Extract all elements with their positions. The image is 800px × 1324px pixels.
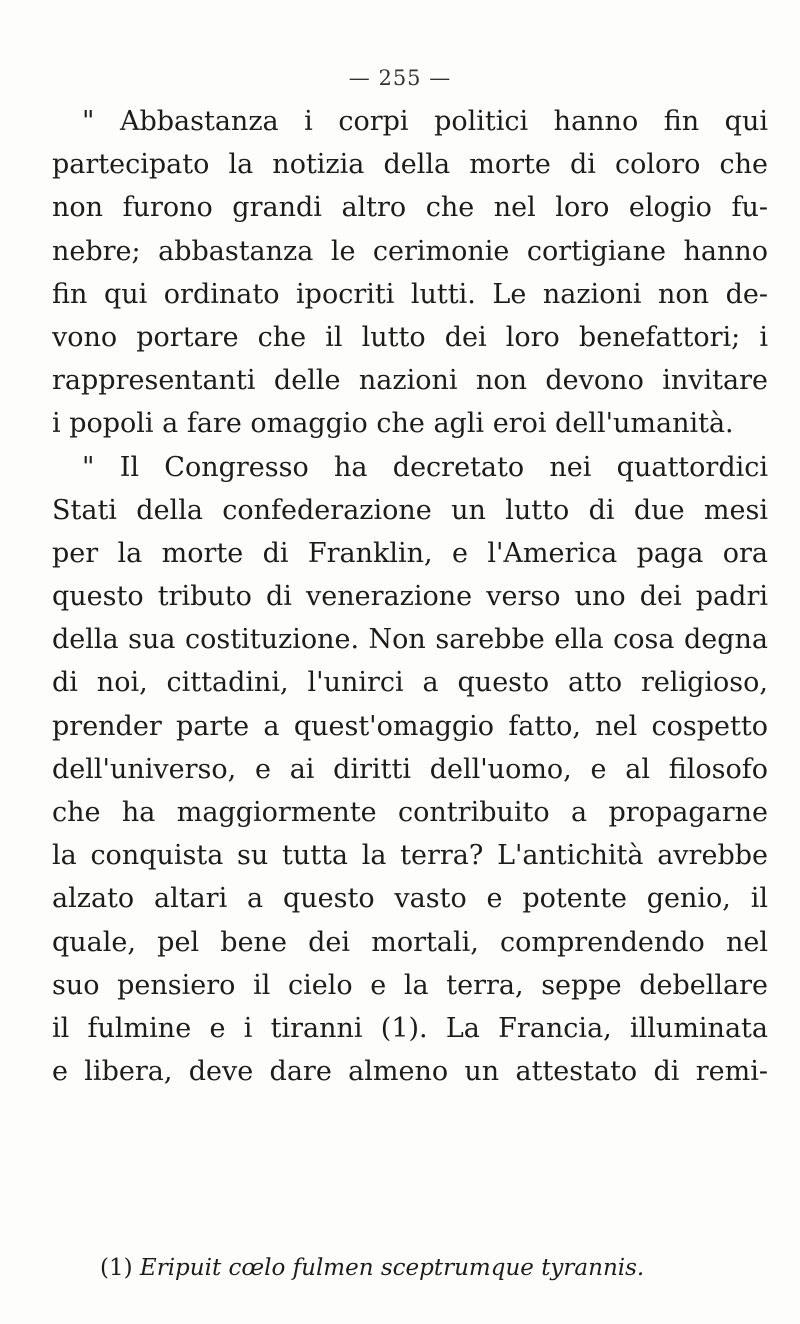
text-line: alzato altari a questo vasto e potente genio, il [52,883,768,915]
footnote-marker: (1) [100,1255,133,1281]
text-line: che ha maggiormente contribuito a propagarne [52,797,768,828]
text-line: della sua costituzione. Non sarebbe ella cosa degna [52,624,768,656]
text-line: " Il Congresso ha decretato nei quattordici [82,451,768,483]
text-line: i popoli a fare omaggio che agli eroi dell'umanità. [52,408,734,440]
body-text [52,100,768,1093]
text-line: " Abbastanza i corpi politici hanno fin qui [82,106,768,137]
text-line: suo pensiero il cielo e la terra, seppe debellare [52,969,768,1001]
text-line: partecipato la notizia della morte di coloro che [52,149,768,181]
text-line: prender parte a quest'omaggio fatto, nel cospetto [52,710,768,742]
text-line: non furono grandi altro che nel loro elogio fu- [52,192,768,224]
text-line: la conquista su tutta la terra? L'antichità avrebbe [52,840,768,872]
text-line: e libera, deve dare almeno un attestato di remi- [52,1056,768,1088]
text-line: Stati della confederazione un lutto di due mesi [52,494,768,526]
text-line: di noi, cittadini, l'unirci a questo atto religioso, [52,667,768,699]
text-line: nebre; abbastanza le cerimonie cortigiane hanno [52,235,768,267]
text-line: il fulmine e i tiranni (1). La Francia, illuminata [52,1012,768,1044]
text-line: quale, pel bene dei mortali, comprendendo nel [52,926,768,958]
footnote-text: Eripuit cœlo fulmen sceptrumque tyrannis. [139,1255,645,1281]
footnote [100,1255,780,1281]
text-line: dell'universo, e ai diritti dell'uomo, e al filosofo [52,753,768,785]
text-line: vono portare che il lutto dei loro benefattori; i [52,321,768,353]
text-line: fin qui ordinato ipocriti lutti. Le nazioni non de- [52,278,768,310]
text-line: rappresentanti delle nazioni non devono invitare [52,365,768,397]
text-line: per la morte di Franklin, e l'America paga ora [52,537,768,569]
page-number: — 255 — [348,66,452,90]
text-line: questo tributo di venerazione verso uno dei padri [52,581,768,613]
